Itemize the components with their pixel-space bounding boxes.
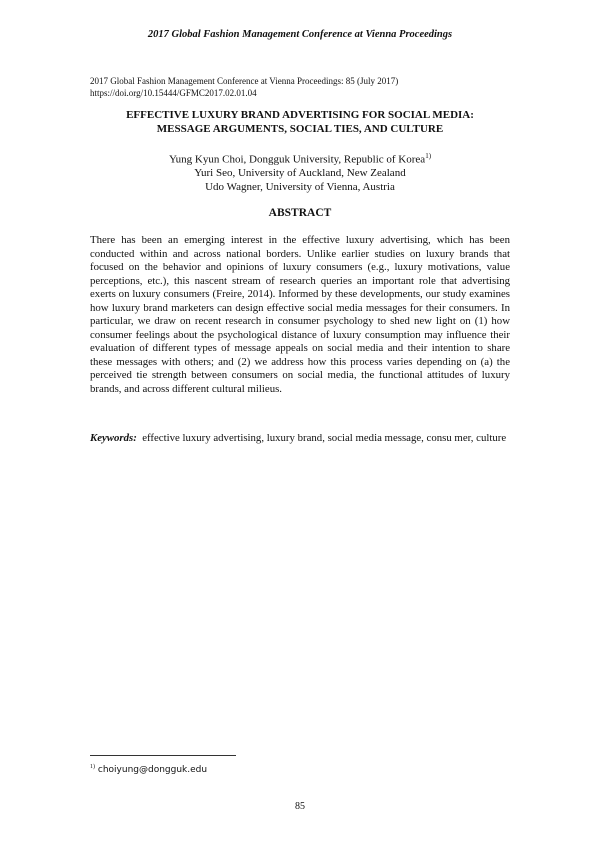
author-line xyxy=(80,150,520,167)
title-line: MESSAGE ARGUMENTS, SOCIAL TIES, AND CULTURE xyxy=(156,123,444,135)
author-name: Yung Kyun Choi, Dongguk University, Republic of Korea xyxy=(168,153,426,166)
footnote-mark: 1) xyxy=(90,764,95,770)
footnote-divider xyxy=(90,755,236,756)
footnote xyxy=(90,764,390,775)
abstract-heading: ABSTRACT xyxy=(268,207,332,219)
author-name: Udo Wagner, University of Vienna, Austria xyxy=(205,180,395,193)
running-head: 2017 Global Fashion Management Conference at Vienna Proceedings xyxy=(147,29,453,40)
footnote-mark: 1) xyxy=(425,152,432,160)
citation-block xyxy=(90,76,520,99)
doi-link[interactable]: https://doi.org/10.15444/GFMC2017.02.01.04 xyxy=(90,87,257,98)
author-line xyxy=(80,167,520,181)
keywords-text: effective luxury advertising, luxury brand, social media message, consu mer, culture xyxy=(142,432,507,444)
page-number: 85 xyxy=(295,801,305,812)
abstract-text: There has been an emerging interest in the effective luxury advertising, which has been conducted within and across national borders. Unlike earlier studies on luxury brands that focused on the behavior and opinions of luxury consumers (e.g., luxury motivations, value perceptions, etc.), this nascent stream of research queries an important role that advertising exerts on luxury consumers (Freire, 2014). Informed by these developments, our study examines how luxury brand marketers can design effective social media messages for their consumers. In particular, we draw on recent research in consumer psychology to shed new light on (1) how consumer feelings about the psychological distance of luxury consumption may influence their evaluation of different types of message appeals on social media and their intention to share these messages with others; and (2) we address how this process varies depending on (a) the perceived tie strength between consumers on social media, the functional attitudes of luxury brands, and across different cultural milieus. xyxy=(90,234,510,395)
author-line xyxy=(80,181,520,195)
keywords-label: Keywords: xyxy=(90,432,137,444)
footnote-email[interactable]: choiyung@dongguk.edu xyxy=(97,765,208,775)
author-name: Yuri Seo, University of Auckland, New Zealand xyxy=(194,167,406,180)
author-list xyxy=(80,150,520,194)
keywords xyxy=(90,432,510,446)
title-line: EFFECTIVE LUXURY BRAND ADVERTISING FOR SOCIAL MEDIA: xyxy=(126,109,474,121)
citation-line: 2017 Global Fashion Management Conference at Vienna Proceedings: 85 (July 2017) xyxy=(90,76,399,86)
paper-title xyxy=(80,108,520,136)
